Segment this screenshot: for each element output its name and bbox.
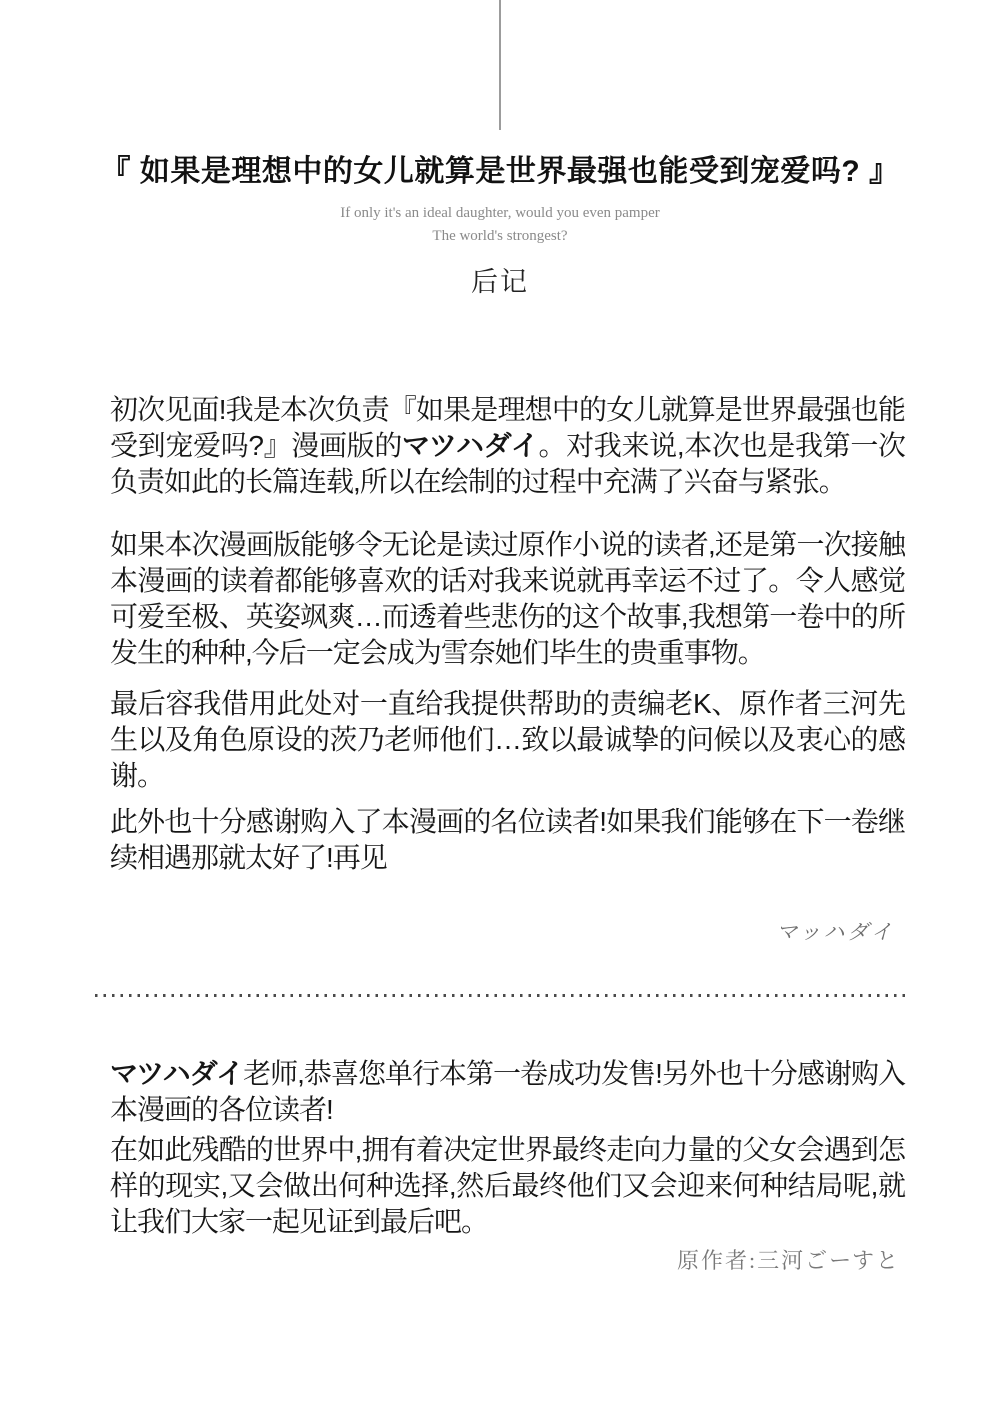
top-vertical-rule <box>499 0 501 130</box>
english-subtitle-line1: If only it's an ideal daughter, would you even pamper <box>340 205 660 221</box>
congrats-paragraph-1-text: 老师,恭喜您单行本第一卷成功发售!另外也十分感谢购入本漫画的各位读者! <box>110 1058 905 1125</box>
congrats-paragraph-1 <box>110 1056 905 1128</box>
english-subtitle <box>0 202 1000 248</box>
artist-signature: マッハダイ <box>776 920 895 944</box>
artist-name-congrats: マツハダイ <box>110 1058 244 1089</box>
paragraph-1-text-after: 。对我来说,本次也是我第一次负责如此的长篇连载,所以在绘制的过程中充满了兴奋与紧张。 <box>110 430 906 497</box>
dotted-divider <box>95 994 905 997</box>
afterword-paragraph-1 <box>110 392 905 500</box>
afterword-paragraph-4: 此外也十分感谢购入了本漫画的名位读者!如果我们能够在下一卷继续相遇那就太好了!再见 <box>110 806 905 873</box>
afterword-paragraph-3: 最后容我借用此处对一直给我提供帮助的责编老K、原作者三河先生以及角色原设的茨乃老师他们…致以最诚挚的问候以及衷心的感谢。 <box>110 688 905 791</box>
original-author-credit: 原作者:三河ごーすと <box>676 1248 900 1273</box>
book-title: 『 如果是理想中的女儿就算是世界最强也能受到宠爱吗? 』 <box>100 155 900 188</box>
paragraph-1-text-before: 初次见面!我是本次负责『如果是理想中的女儿就算是世界最强也能受到宠爱吗?』漫画版的 <box>110 394 905 461</box>
english-subtitle-line2: The world's strongest? <box>432 228 568 244</box>
section-heading-afterword: 后记 <box>471 267 529 297</box>
afterword-paragraph-2: 如果本次漫画版能够令无论是读过原作小说的读者,还是第一次接触本漫画的读着都能够喜欢的话对我来说就再幸运不过了。令人感觉可爱至极、英姿飒爽…而透着些悲伤的这个故事,我想第一卷中的所发生的种种,今后一定会成为雪奈她们毕生的贵重事物。 <box>110 529 905 668</box>
artist-name-inline: マツハダイ <box>402 430 539 461</box>
congrats-paragraph-2: 在如此残酷的世界中,拥有着决定世界最终走向力量的父女会遇到怎样的现实,又会做出何种选择,然后最终他们又会迎来何种结局呢,就让我们大家一起见证到最后吧。 <box>110 1134 905 1237</box>
